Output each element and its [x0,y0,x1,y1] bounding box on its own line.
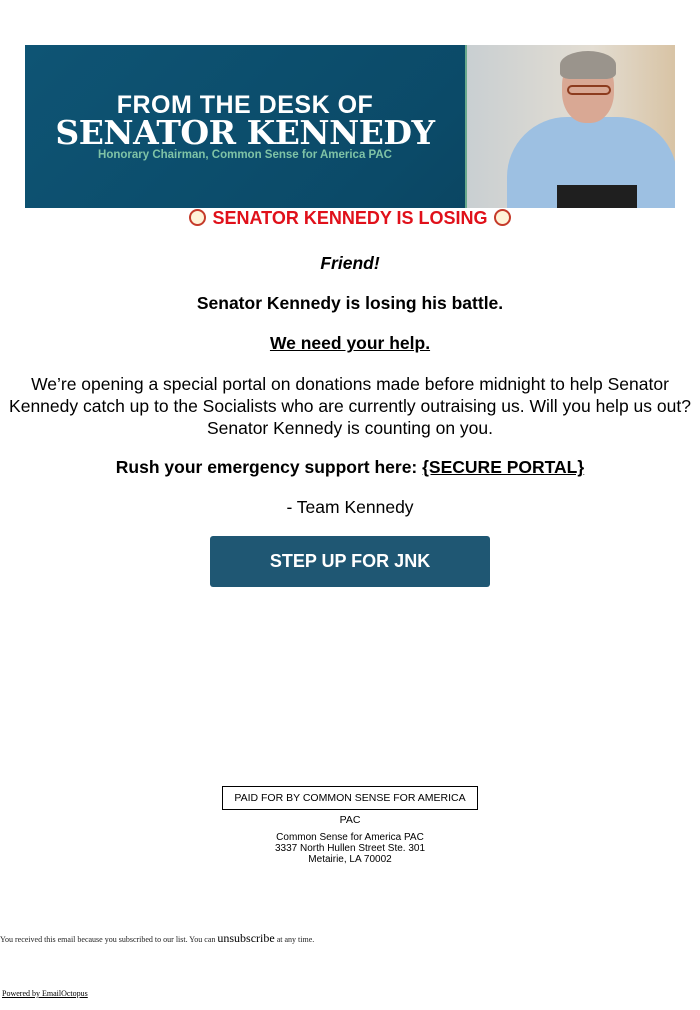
signoff: - Team Kennedy [286,497,414,517]
photo-glasses [567,85,611,95]
sub-pre: You received this email because you subscribed to our list. You can [0,935,218,944]
banner-line3: Honorary Chairman, Common Sense for America PAC [98,149,392,161]
rush-line [0,457,700,478]
address-street: 3337 North Hullen Street Ste. 301 [274,843,426,854]
unsubscribe-link[interactable]: unsubscribe [217,931,275,945]
senator-photo [465,45,675,208]
photo-tablet [557,185,637,208]
header-banner [25,45,675,208]
losing-line: Senator Kennedy is losing his battle. [196,293,504,313]
photo-hair [560,51,616,79]
banner-text [25,45,465,208]
paid-for-disclaimer: PAID FOR BY COMMON SENSE FOR AMERICA PAC [222,786,478,810]
need-help-line: We need your help. [269,333,431,353]
rush-label: Rush your emergency support here: [115,457,423,477]
alarm-clock-icon [189,209,206,226]
body-paragraph: We’re opening a special portal on donations made before midnight to help Senator Kennedy catch up to the Socialists who are currently outraising us. Will you help us out? Senator Kennedy is counting on you. [9,374,691,438]
address-city: Metairie, LA 70002 [308,854,392,865]
banner-line2: SENATOR KENNEDY [55,113,435,152]
headline [0,208,700,229]
step-up-button[interactable]: STEP UP FOR JNK [210,536,490,587]
banner-line1: FROM THE DESK OF [116,91,374,119]
alarm-clock-icon [494,209,511,226]
powered-by-link[interactable]: Powered by EmailOctopus [2,989,88,998]
address-org: Common Sense for America PAC [276,832,424,843]
greeting: Friend! [320,253,380,273]
sub-post: at any time. [274,935,315,944]
secure-portal-link[interactable]: {SECURE PORTAL} [422,457,585,477]
address [0,832,700,865]
subscription-notice [0,931,314,946]
headline-text: SENATOR KENNEDY IS LOSING [212,208,488,228]
